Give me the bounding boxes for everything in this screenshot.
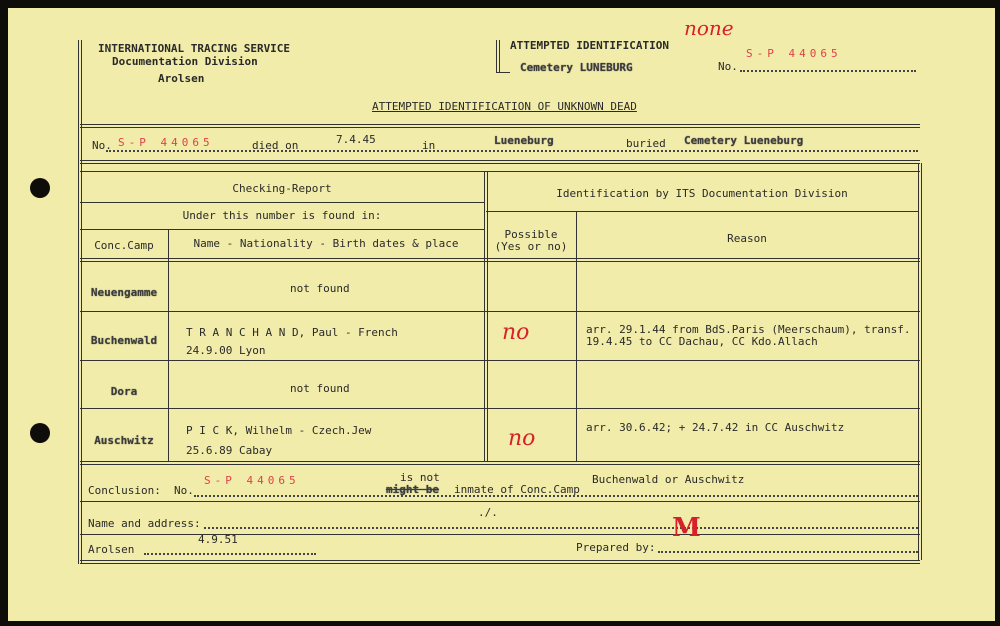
row-line bbox=[80, 311, 920, 312]
reason-cell: arr. 30.6.42; + 24.7.42 in CC Auschwitz bbox=[586, 421, 845, 434]
table-header-bottom bbox=[80, 258, 920, 262]
record-number: S-P 44065 bbox=[118, 136, 214, 149]
org-name: INTERNATIONAL TRACING SERVICE bbox=[98, 42, 291, 55]
form-bottom bbox=[80, 560, 920, 564]
box-corner bbox=[496, 72, 510, 73]
conclusion-inmate: inmate of Conc.Camp bbox=[454, 483, 580, 496]
camp-cell: Dora bbox=[110, 385, 138, 398]
reason-cell: arr. 29.1.44 from BdS.Paris (Meerschaum), transf. bbox=[586, 323, 911, 336]
row-line bbox=[80, 408, 920, 409]
death-place: Lueneburg bbox=[494, 134, 554, 147]
table-line bbox=[80, 229, 484, 230]
checking-report-subtitle: Under this number is found in: bbox=[182, 209, 382, 222]
name-cell: T R A N C H A N D, Paul - French bbox=[186, 326, 398, 339]
table-top-inner bbox=[80, 171, 920, 172]
table-line bbox=[486, 211, 918, 212]
form-border-left bbox=[78, 40, 82, 564]
identification-title: Identification by ITS Documentation Division bbox=[556, 187, 848, 200]
reason-cell: 19.4.45 to CC Dachau, CC Kdo.Allach bbox=[586, 335, 818, 348]
conclusion-number: S-P 44065 bbox=[204, 474, 300, 487]
dotted-line bbox=[144, 553, 316, 555]
org-division: Documentation Division bbox=[112, 55, 258, 68]
box-cemetery: Cemetery LUNEBURG bbox=[520, 61, 633, 74]
table-line bbox=[80, 202, 484, 203]
box-title: ATTEMPTED IDENTIFICATION bbox=[510, 39, 669, 52]
table-bottom bbox=[80, 461, 920, 465]
punch-hole bbox=[30, 178, 50, 198]
divider bbox=[80, 124, 920, 128]
name-cell: not found bbox=[290, 382, 350, 395]
box-border bbox=[496, 40, 500, 72]
birth-cell: 24.9.00 Lyon bbox=[186, 344, 266, 357]
died-label: died on bbox=[252, 139, 299, 152]
box-number: S-P 44065 bbox=[746, 47, 842, 60]
prepared-by-label: Prepared by: bbox=[576, 541, 656, 554]
divider bbox=[80, 501, 920, 502]
org-city: Arolsen bbox=[158, 72, 205, 85]
dotted-line bbox=[194, 495, 918, 497]
col-header-camp: Conc.Camp bbox=[94, 239, 154, 252]
record-no-label: No. bbox=[92, 139, 112, 152]
dotted-line bbox=[204, 527, 918, 529]
page-title: ATTEMPTED IDENTIFICATION OF UNKNOWN DEAD bbox=[372, 100, 637, 113]
col-header-reason: Reason bbox=[727, 232, 767, 245]
dotted-line bbox=[658, 551, 918, 553]
table-top bbox=[80, 160, 920, 164]
died-date: 7.4.45 bbox=[336, 133, 376, 146]
punch-hole bbox=[30, 423, 50, 443]
buried-label: buried bbox=[626, 137, 666, 150]
dotted-line bbox=[106, 150, 918, 152]
dotted-line bbox=[740, 70, 916, 72]
row-line bbox=[80, 360, 920, 361]
name-cell: P I C K, Wilhelm - Czech.Jew bbox=[186, 424, 372, 437]
col-divider bbox=[576, 211, 577, 461]
col-header-possible: Possible bbox=[504, 228, 558, 241]
camp-cell: Neuengamme bbox=[90, 286, 158, 299]
footer-date: 4.9.51 bbox=[198, 533, 238, 546]
conclusion-no-label: No. bbox=[174, 484, 194, 497]
signature: M bbox=[672, 513, 701, 543]
conclusion-camps: Buchenwald or Auschwitz bbox=[592, 473, 745, 486]
possible-handwritten: no bbox=[502, 320, 530, 345]
col-header-name: Name - Nationality - Birth dates & place bbox=[193, 237, 459, 250]
name-address-label: Name and address: bbox=[88, 517, 201, 530]
conclusion-label: Conclusion: bbox=[88, 484, 161, 497]
box-no-label: No. bbox=[718, 60, 738, 73]
footer-place: Arolsen bbox=[88, 543, 135, 556]
camp-cell: Auschwitz bbox=[94, 434, 154, 447]
slash-mark: ./. bbox=[478, 506, 498, 519]
camp-cell: Buchenwald bbox=[90, 334, 158, 347]
conclusion-struck: might be bbox=[386, 483, 439, 496]
handwritten-none: none bbox=[684, 16, 734, 40]
possible-handwritten: no bbox=[508, 426, 536, 451]
table-mid-divider bbox=[484, 171, 488, 461]
in-label: in bbox=[422, 139, 436, 152]
col-divider bbox=[168, 229, 169, 461]
name-cell: not found bbox=[290, 282, 350, 295]
document-card bbox=[8, 8, 995, 621]
checking-report-title: Checking-Report bbox=[232, 182, 332, 195]
birth-cell: 25.6.89 Cabay bbox=[186, 444, 273, 457]
conclusion-is-not: is not bbox=[400, 471, 440, 484]
burial-place: Cemetery Lueneburg bbox=[684, 134, 804, 147]
col-header-possible-sub: (Yes or no) bbox=[494, 240, 568, 253]
